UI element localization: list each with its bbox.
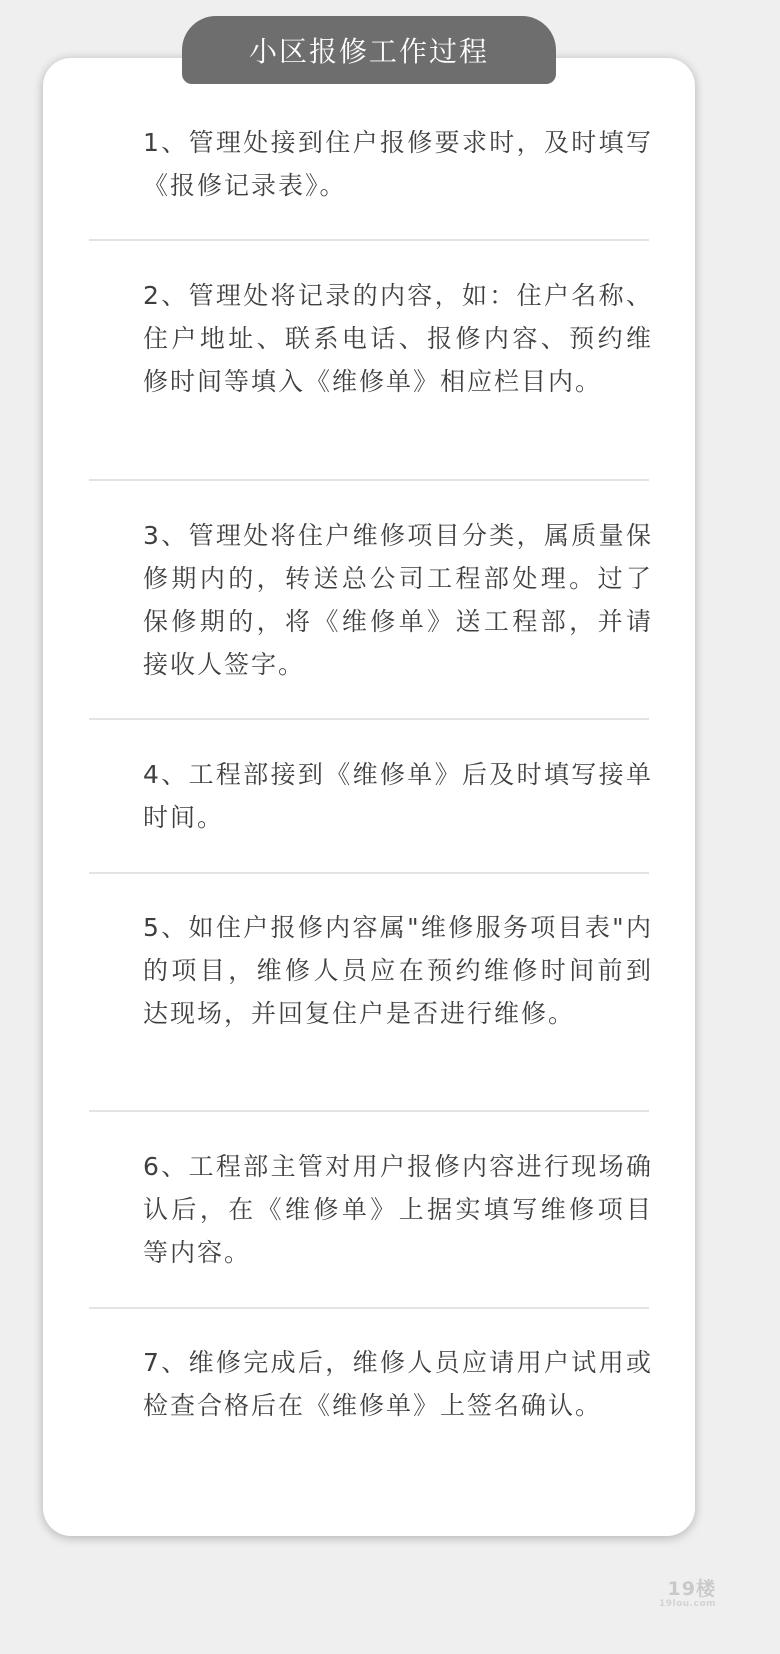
- divider: [89, 718, 649, 720]
- process-step-5: 5、如住户报修内容属"维修服务项目表"内的项目，维修人员应在预约维修时间前到达现场，并回复住户是否进行维修。: [143, 913, 653, 1028]
- page-title-text: 小区报修工作过程: [248, 35, 489, 68]
- watermark-main: 19楼: [667, 1577, 716, 1600]
- process-step-6: 6、工程部主管对用户报修内容进行现场确认后，在《维修单》上据实填写维修项目等内容。: [143, 1152, 653, 1267]
- divider: [89, 1110, 649, 1112]
- divider: [89, 239, 649, 241]
- page-title: [182, 16, 556, 84]
- process-step-1: 1、管理处接到住户报修要求时，及时填写《报修记录表》。: [143, 128, 653, 200]
- divider: [89, 872, 649, 874]
- process-step-7: 7、维修完成后，维修人员应请用户试用或检查合格后在《维修单》上签名确认。: [143, 1348, 653, 1420]
- process-step-4: 4、工程部接到《维修单》后及时填写接单时间。: [143, 760, 653, 832]
- divider: [89, 479, 649, 481]
- watermark-sub: 19lou.com: [658, 1598, 716, 1609]
- divider: [89, 1307, 649, 1309]
- watermark-logo: [660, 1576, 716, 1612]
- process-step-3: 3、管理处将住户维修项目分类，属质量保修期内的，转送总公司工程部处理。过了保修期的，将《维修单》送工程部，并请接收人签字。: [143, 521, 653, 679]
- process-step-2: 2、管理处将记录的内容，如：住户名称、住户地址、联系电话、报修内容、预约维修时间等填入《维修单》相应栏目内。: [143, 281, 653, 396]
